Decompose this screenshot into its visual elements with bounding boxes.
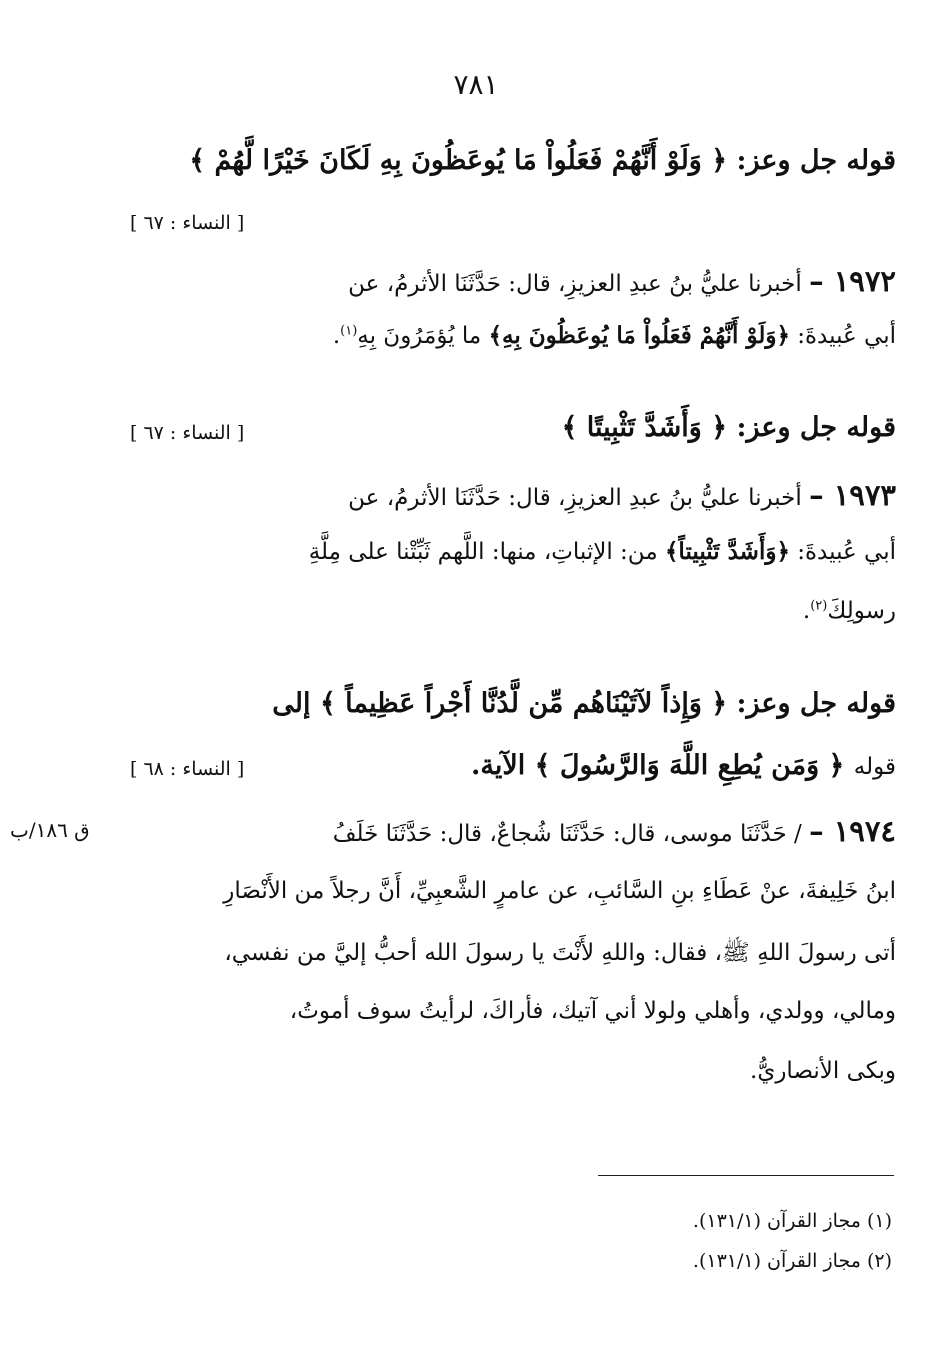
heading-verse: ﴿ وَمَن يُطِعِ اللَّهَ وَالرَّسُولَ ﴾: [534, 750, 845, 781]
heading-prefix: قوله: [853, 754, 896, 780]
entry-1972-line-1: [130, 264, 896, 298]
entry-1973-line-3: [130, 598, 896, 624]
footnote-2: (٢) مجاز القرآن (١٣١/١).: [692, 1250, 892, 1272]
heading-suffix: الآية.: [470, 750, 526, 781]
section-heading-3: [130, 688, 896, 719]
entry-text: أبي عُبيدةَ:: [797, 539, 896, 565]
entry-1974-line-1: [130, 814, 896, 848]
manuscript-margin-note: ق ١٨٦/ب: [10, 818, 90, 842]
entry-text: رسولِكَ: [827, 598, 896, 624]
entry-text: ما يُؤمَرُونَ بِهِ: [357, 323, 482, 349]
entry-1974-line-3: [130, 938, 896, 972]
entry-number: ١٩٧٢ –: [809, 264, 896, 298]
entry-text: ابنُ خَلِيفةَ، عنْ عَطَاءِ بنِ السَّائبِ، عن عامرٍ الشَّعبِيِّ، أَنَّ رجلاً من الأَنْصَارِ: [223, 878, 896, 904]
entry-text: وبكى الأنصاريُّ.: [750, 1058, 896, 1084]
heading-prefix: قوله جل وعز:: [736, 412, 896, 443]
verse-reference-text: [ النساء : ٦٧ ]: [130, 212, 245, 234]
footnote-separator: [598, 1175, 894, 1176]
heading-verse: ﴿ وَإِذاً لآتَيْنَاهُم مِّن لَّدُنَّا أَجْراً عَظِيماً ﴾: [319, 688, 728, 719]
entry-1974-line-4: [130, 998, 896, 1024]
quran-quote: ﴿وَأَشَدَّ تَثْبِيتاً﴾: [664, 538, 790, 565]
entry-number: ١٩٧٣ –: [809, 478, 896, 512]
footnote-1: (١) مجاز القرآن (١٣١/١).: [692, 1210, 892, 1232]
entry-1974-line-5: [130, 1058, 896, 1084]
heading-suffix: إلى: [272, 688, 311, 719]
entry-text: أخبرنا عليُّ بنُ عبدِ العزيزِ، قال: حَدَّثَنَا الأثرمُ، عن: [348, 271, 802, 297]
quran-quote: ﴿وَلَوْ أَنَّهُمْ فَعَلُواْ مَا يُوعَظُونَ بِهِ﴾: [488, 322, 790, 349]
entry-text: أخبرنا عليُّ بنُ عبدِ العزيزِ، قال: حَدَّثَنَا الأثرمُ، عن: [348, 485, 802, 511]
footnote-marker: (١): [340, 323, 358, 339]
entry-1974-line-2: [130, 878, 896, 904]
heading-prefix: قوله جل وعز:: [736, 688, 896, 719]
heading-prefix: قوله جل وعز:: [736, 145, 896, 176]
verse-reference: [ النساء : ٦٨ ]: [130, 758, 245, 780]
entry-1973-line-1: [130, 478, 896, 512]
section-heading-2: [130, 412, 896, 443]
verse-reference: [ النساء : ٦٧ ]: [130, 422, 245, 444]
period: .: [332, 323, 341, 349]
heading-verse: ﴿ وَأَشَدَّ تَثْبِيتًا ﴾: [561, 412, 728, 443]
section-heading-3-cont: [130, 750, 896, 781]
entry-1973-line-2: [130, 538, 896, 565]
entry-text: أتى رسولَ اللهِ ﷺ، فقال: واللهِ لأَنْتَ يا رسولَ الله أحبُّ إليَّ من نفسي،: [224, 940, 896, 966]
heading-verse: ﴿ وَلَوْ أَنَّهُمْ فَعَلُواْ مَا يُوعَظُونَ بِهِ لَكَانَ خَيْرًا لَّهُمْ ﴾: [189, 145, 728, 176]
entry-1972-line-2: [130, 322, 896, 349]
section-heading-1: [130, 145, 896, 176]
period: .: [802, 598, 811, 624]
footnote-marker: (٢): [810, 598, 828, 614]
entry-text: / حَدَّثَنَا موسى، قال: حَدَّثَنَا شُجاعٌ، قال: حَدَّثَنَا خَلَفُ: [332, 821, 802, 847]
entry-text: أبي عُبيدةَ:: [797, 323, 896, 349]
page-number: ٧٨١: [453, 68, 499, 101]
entry-text: من: الإثباتِ، منها: اللَّهم ثَبِّتْنا على مِلَّةِ: [308, 539, 658, 565]
entry-number: ١٩٧٤ –: [809, 814, 896, 848]
entry-text: ومالي، وولدي، وأهلي ولولا أني آتيك، فأراكَ، لرأيتُ سوف أموتُ،: [289, 998, 896, 1024]
